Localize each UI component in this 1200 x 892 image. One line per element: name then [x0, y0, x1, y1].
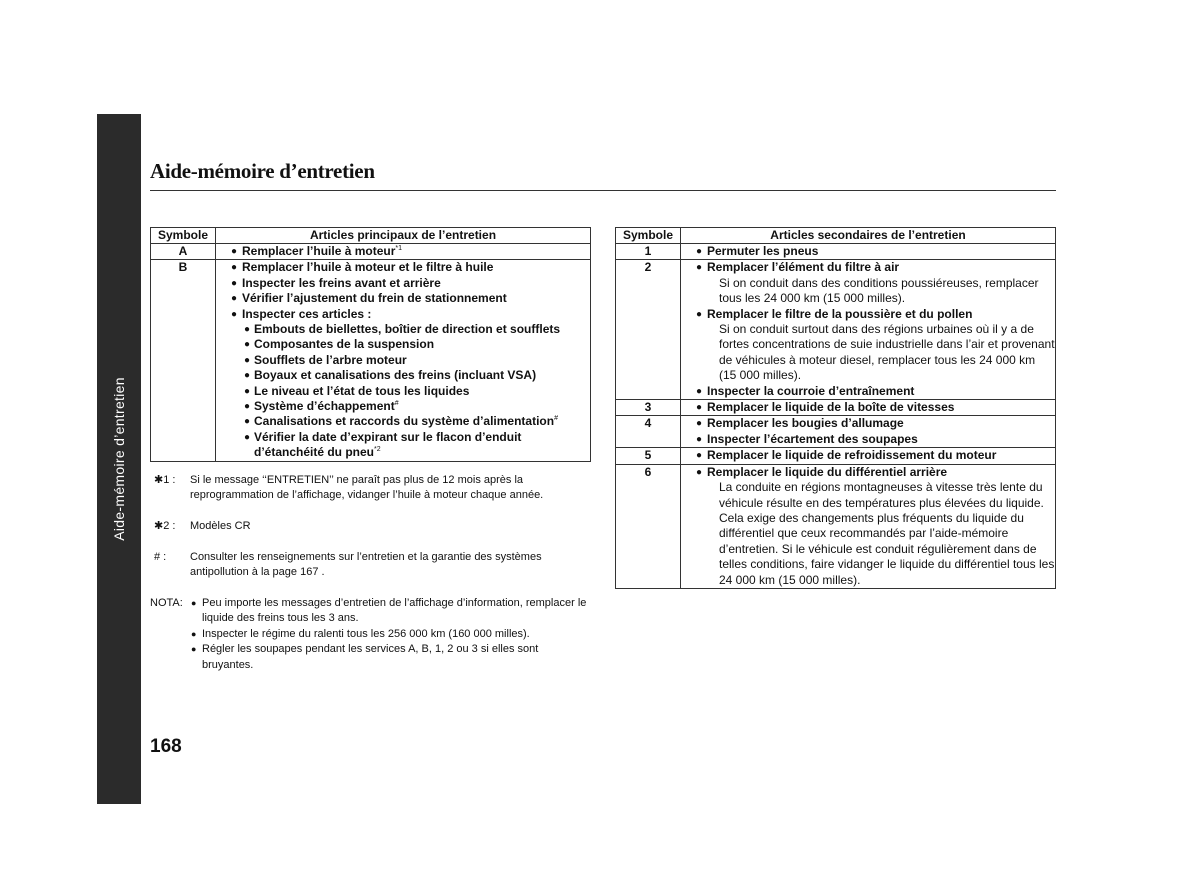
- bullet-icon: ●: [231, 246, 238, 257]
- items-cell: [681, 260, 1056, 400]
- footnote-text: Modèles CR: [190, 520, 251, 532]
- primary-maintenance-table: [150, 227, 591, 462]
- footnote: [150, 550, 590, 581]
- footnote-ref: #: [394, 400, 399, 408]
- footnote-mark: ✱2 :: [154, 520, 176, 532]
- bullet-icon: ●: [696, 433, 703, 445]
- items-cell: [681, 400, 1056, 416]
- bullet-icon: ●: [244, 324, 251, 336]
- footnote-text: Consulter les renseignements sur l’entretien et la garantie des systèmes antipollution à la page 167 .: [190, 551, 542, 579]
- bullet-icon: ●: [244, 339, 251, 351]
- list-item: ● Remplacer l’huile à moteur$^{*1}$: [231, 244, 403, 258]
- list-item: ● Inspecter les freins avant et arrière: [231, 275, 441, 290]
- symbol-cell: 3: [616, 400, 681, 416]
- item-note: Si on conduit dans des conditions poussiéreuses, remplacer tous les 24 000 km (15 000 milles).: [719, 275, 1039, 306]
- symbol-cell: A: [151, 244, 216, 260]
- table-row: [616, 400, 1056, 416]
- bullet-icon: ●: [231, 293, 238, 305]
- list-item: ● Inspecter la courroie d’entraînement: [696, 383, 915, 398]
- symbol-cell: 2: [616, 260, 681, 400]
- table-row: [616, 244, 1056, 260]
- bullet-icon: ●: [191, 598, 197, 608]
- sub-list-item: ● Soufflets de l’arbre moteur: [244, 352, 407, 367]
- table-row: [616, 416, 1056, 448]
- table-row: [151, 244, 591, 260]
- footnote-mark: ✱1 :: [154, 474, 176, 486]
- bullet-icon: ●: [244, 370, 251, 382]
- bullet-icon: ●: [244, 416, 251, 428]
- side-tab: [97, 114, 141, 804]
- nota-section: [150, 596, 590, 673]
- footnote-ref: *2: [374, 446, 381, 454]
- symbol-cell: 6: [616, 464, 681, 588]
- footnote: [150, 519, 590, 534]
- sub-list-item: ● Système d’échappement#: [244, 399, 399, 414]
- list-item: ● Remplacer l’huile à moteur et le filtre à huile: [231, 260, 494, 275]
- item-note: Si on conduit surtout dans des régions urbaines où il y a de fortes concentrations de suie industrielle dans l’air et provenant de véhicules à moteur diesel, remplacer tous les 24 000 km (15 000 milles).: [719, 322, 1055, 383]
- bullet-icon: ●: [696, 246, 703, 257]
- items-cell: [681, 448, 1056, 464]
- list-item: ● Permuter les pneus: [696, 244, 819, 258]
- list-item: ● Remplacer le liquide de la boîte de vitesses: [696, 400, 955, 415]
- table-row: [616, 260, 1056, 400]
- secondary-header-items: Articles secondaires de l’entretien: [681, 228, 1056, 244]
- footnote-ref: #: [554, 415, 558, 423]
- bullet-icon: ●: [244, 401, 251, 413]
- table-row: [616, 448, 1056, 464]
- table-row: [616, 464, 1056, 588]
- nota-item: ● Régler les soupapes pendant les services A, B, 1, 2 ou 3 si elles sont bruyantes.: [191, 643, 539, 671]
- items-cell: [681, 416, 1056, 448]
- symbol-cell: 4: [616, 416, 681, 448]
- bullet-icon: ●: [191, 644, 197, 655]
- bullet-icon: ●: [244, 354, 251, 366]
- primary-header-items: Articles principaux de l’entretien: [216, 228, 591, 244]
- title-rule: [150, 190, 1056, 191]
- items-cell: [216, 244, 591, 260]
- page-number: 168: [150, 736, 182, 757]
- list-item: ● Remplacer l’élément du filtre à air: [696, 260, 900, 275]
- list-item: ● Remplacer le filtre de la poussière et du pollen: [696, 306, 973, 321]
- bullet-icon: ●: [696, 385, 703, 397]
- bullet-icon: ●: [244, 385, 251, 397]
- sub-list-item: ● Canalisations et raccords du système d’alimentation#: [244, 414, 558, 429]
- primary-header-symbol: Symbole: [151, 228, 216, 244]
- list-item: ● Inspecter ces articles :: [231, 306, 372, 321]
- bullet-icon: ●: [231, 308, 238, 320]
- sub-list-item: ● Embouts de biellettes, boîtier de direction et soufflets: [244, 322, 561, 337]
- secondary-maintenance-table: [615, 227, 1056, 589]
- list-item: ● Inspecter l’écartement des soupapes: [696, 431, 918, 446]
- footnote-mark: # :: [154, 551, 167, 563]
- footnote-text: Si le message ‘‘ENTRETIEN’’ ne paraît pas plus de 12 mois après la reprogrammation de l’affichage, vidanger l’huile à moteur chaque année.: [190, 474, 544, 502]
- list-item: ● Remplacer les bougies d’allumage: [696, 416, 904, 431]
- nota-label: NOTA:: [150, 597, 183, 609]
- sub-list-item: ● Vérifier la date d’expirant sur le flacon d’enduit: [244, 429, 522, 444]
- nota-item: ● Inspecter le régime du ralenti tous les 256 000 km (160 000 milles).: [202, 627, 590, 642]
- items-cell: [216, 260, 591, 461]
- list-item: ● Remplacer le liquide de refroidissement du moteur: [696, 448, 997, 463]
- symbol-cell: B: [151, 260, 216, 461]
- item-note: La conduite en régions montagneuses à vitesse très lente du véhicule résulte en des températures plus élevées du liquide. Cela exige des changements plus fréquents du liquide du différentiel que ceux recommandés par l’aide-mémoire d’entretien. Si le véhicule est conduit régulièrement dans de telles conditions, faire vidanger le liquide du différentiel tous les 24 000 km (15 000 milles).: [719, 480, 1055, 587]
- items-cell: [681, 464, 1056, 588]
- list-item: ● Remplacer le liquide du différentiel arrière: [696, 464, 948, 479]
- bullet-icon: ●: [231, 277, 238, 289]
- nota-item: ● Peu importe les messages d’entretien de l’affichage d’information, remplacer le liquide des freins tous les 3 ans.: [191, 597, 587, 625]
- footnote: [150, 473, 590, 504]
- bullet-icon: ●: [191, 628, 197, 639]
- symbol-cell: 5: [616, 448, 681, 464]
- sub-list-item: ● Boyaux et canalisations des freins (incluant VSA): [244, 368, 537, 383]
- footnote-ref: *1: [395, 245, 403, 252]
- secondary-header-symbol: Symbole: [616, 228, 681, 244]
- items-cell: [681, 244, 1056, 260]
- bullet-icon: ●: [696, 308, 703, 320]
- bullet-icon: ●: [696, 262, 703, 274]
- bullet-icon: ●: [244, 431, 251, 443]
- bullet-icon: ●: [696, 466, 703, 478]
- sub-list-item: ● Le niveau et l’état de tous les liquides: [244, 383, 470, 398]
- primary-header-row: [151, 228, 591, 244]
- bullet-icon: ●: [696, 418, 703, 430]
- bullet-icon: ●: [696, 402, 703, 414]
- side-tab-label: Aide-mémoire d’entretien: [111, 377, 127, 541]
- list-item: ● Vérifier l’ajustement du frein de stationnement: [231, 291, 507, 306]
- secondary-header-row: [616, 228, 1056, 244]
- page-title: Aide-mémoire d’entretien: [150, 159, 375, 183]
- bullet-icon: ●: [696, 450, 703, 462]
- sub-list-item: ● Composantes de la suspension: [244, 337, 435, 352]
- symbol-cell: 1: [616, 244, 681, 260]
- table-row: [151, 260, 591, 461]
- bullet-icon: ●: [231, 262, 238, 274]
- list-item-continuation: d’étanchéité du pneu$^{*2}$: [254, 445, 381, 460]
